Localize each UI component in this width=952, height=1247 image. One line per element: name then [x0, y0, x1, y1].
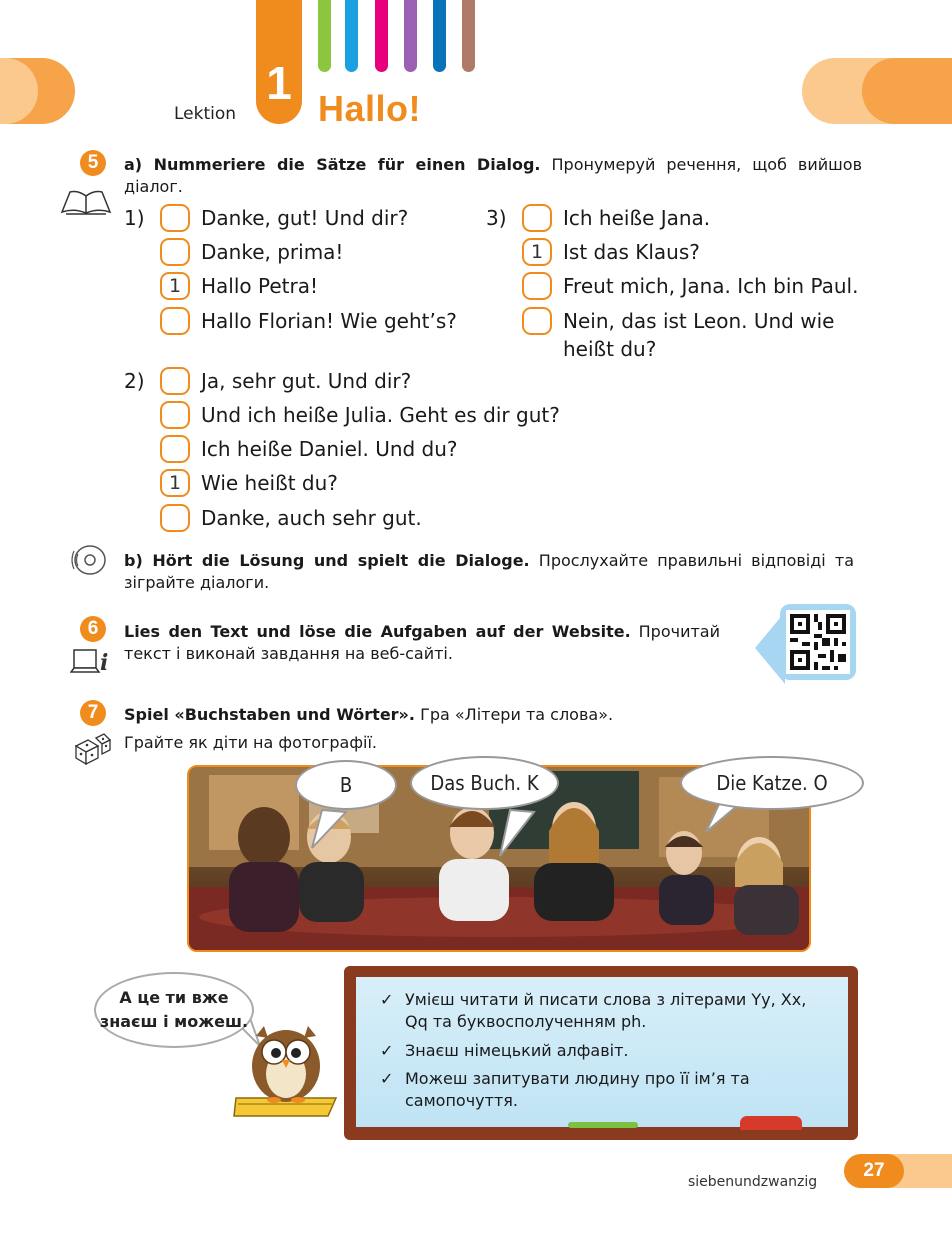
laptop-info-icon — [70, 644, 114, 680]
answer-box[interactable] — [522, 272, 552, 300]
color-stripe — [433, 0, 446, 72]
answer-box[interactable] — [160, 504, 190, 532]
audio-cd-icon — [68, 543, 108, 577]
dialog-1-label: 1) — [124, 206, 145, 230]
owl-mascot-icon — [228, 1016, 344, 1120]
color-stripe — [375, 0, 388, 72]
color-stripe — [318, 0, 331, 72]
color-stripe — [345, 0, 358, 72]
exercise-5b-title: b) Hört die Lösung und spielt die Dialoge. — [124, 551, 530, 570]
summary-item: Знаєш німецький алфавіт. — [405, 1041, 629, 1060]
owl-text-line-2: знаєш і можеш. — [99, 1012, 249, 1031]
exercise-6-title: Lies den Text und löse die Aufgaben auf der Website. — [124, 622, 631, 641]
dialog-line: Und ich heiße Julia. Geht es dir gut? — [201, 403, 560, 427]
answer-box[interactable] — [160, 367, 190, 395]
dialog-line: Nein, das ist Leon. Und wie — [563, 309, 835, 333]
answer-box[interactable] — [160, 307, 190, 335]
dialog-line-continuation: heißt du? — [563, 337, 657, 361]
eraser-decoration — [740, 1116, 802, 1130]
speech-bubble: Die Katze. O — [680, 756, 864, 810]
owl-text-line-1: А це ти вже — [119, 988, 229, 1007]
dialog-line: Ich heiße Jana. — [563, 206, 711, 230]
check-icon: ✓ — [380, 1041, 394, 1060]
exercise-5b-text: Прослухайте правильні відповіді та зіграйте діалоги. — [124, 551, 854, 592]
page-title: Hallo! — [318, 88, 422, 129]
lektion-label: Lektion — [174, 104, 237, 124]
exercise-5-number: 5 — [80, 150, 106, 176]
exercise-6-number: 6 — [80, 616, 106, 642]
open-book-icon — [60, 188, 112, 216]
speech-bubble: Das Buch. K — [410, 756, 559, 810]
exercise-5a-instruction — [124, 154, 862, 198]
answer-box[interactable] — [160, 238, 190, 266]
answer-box[interactable] — [160, 401, 190, 429]
dialog-2-label: 2) — [124, 369, 145, 393]
dialog-line: Danke, auch sehr gut. — [201, 506, 422, 530]
dialog-line: Hallo Florian! Wie geht’s? — [201, 309, 457, 333]
dialog-line: Ich heiße Daniel. Und du? — [201, 437, 458, 461]
answer-box[interactable]: 1 — [160, 469, 190, 497]
check-icon: ✓ — [380, 990, 394, 1009]
exercise-5a-text: Пронумеруй речення, щоб вийшов діалог. — [124, 155, 863, 196]
svg-text:i: i — [100, 650, 109, 676]
chalk-decoration — [568, 1122, 638, 1128]
exercise-7-text: Гра «Літери та слова». — [420, 705, 614, 724]
answer-box[interactable]: 1 — [160, 272, 190, 300]
dialog-line: Ist das Klaus? — [563, 240, 700, 264]
exercise-6-instruction — [124, 621, 720, 665]
dialog-line: Hallo Petra! — [201, 274, 318, 298]
answer-box[interactable] — [522, 204, 552, 232]
exercise-6-text: Прочитай текст і виконай завдання на веб-сайті. — [124, 622, 720, 663]
color-stripe — [462, 0, 475, 72]
exercise-7-text-2: Грайте як діти на фотографії. — [124, 733, 378, 752]
exercise-7-instruction — [124, 704, 824, 726]
page-number-word: siebenundzwanzig — [688, 1174, 818, 1190]
exercise-7-number: 7 — [80, 700, 106, 726]
exercise-7-title: Spiel «Buchstaben und Wörter». — [124, 705, 415, 724]
dice-icon — [72, 732, 112, 766]
summary-item: Умієш читати й писати слова з літерами Yy, Xx, Qq та буквосполученням ph. — [405, 990, 807, 1031]
dialog-line: Danke, gut! Und dir? — [201, 206, 409, 230]
qr-code[interactable] — [786, 610, 850, 674]
exercise-5a-title: a) Nummeriere die Sätze für einen Dialog. — [124, 155, 541, 174]
page-number: 27 — [844, 1154, 904, 1188]
speech-bubble: B — [295, 760, 397, 810]
color-stripe — [404, 0, 417, 72]
lesson-number: 1 — [266, 57, 292, 109]
check-icon: ✓ — [380, 1069, 394, 1088]
header-decoration-left — [0, 58, 75, 124]
summary-item: Можеш запитувати людину про її ім’я та самопочуття. — [405, 1069, 750, 1110]
dialog-line: Wie heißt du? — [201, 471, 338, 495]
header-decoration-right — [862, 58, 952, 124]
dialog-line: Ja, sehr gut. Und dir? — [201, 369, 412, 393]
dialog-3-label: 3) — [486, 206, 507, 230]
dialog-line: Danke, prima! — [201, 240, 344, 264]
answer-box[interactable]: 1 — [522, 238, 552, 266]
dialog-line: Freut mich, Jana. Ich bin Paul. — [563, 274, 859, 298]
answer-box[interactable] — [160, 204, 190, 232]
exercise-5b-instruction — [124, 550, 854, 594]
answer-box[interactable] — [160, 435, 190, 463]
answer-box[interactable] — [522, 307, 552, 335]
